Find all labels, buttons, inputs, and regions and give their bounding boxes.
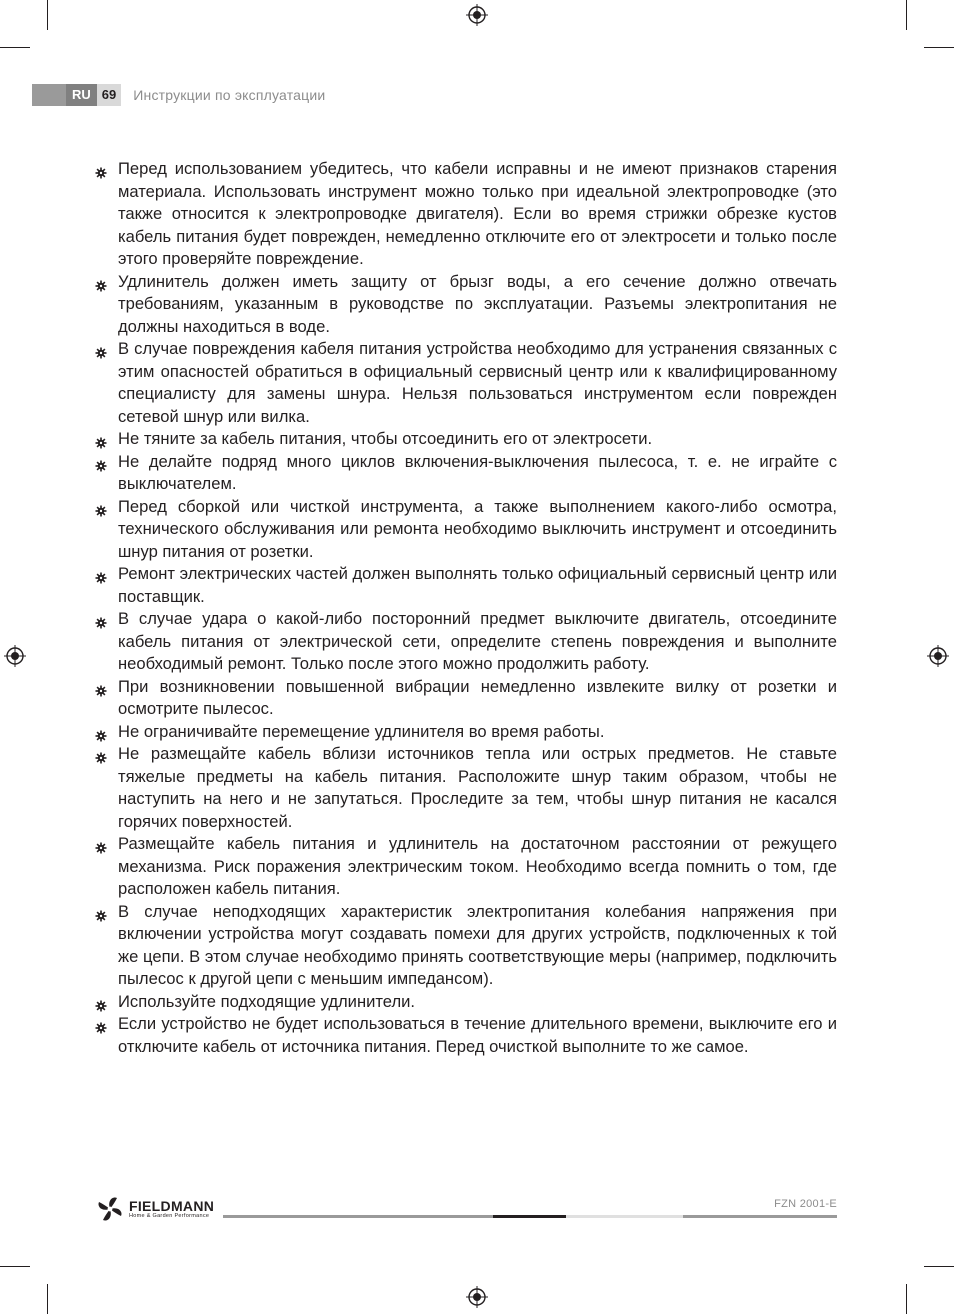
page-title: Инструкции по эксплуатации [133,87,326,103]
gear-bullet-icon [95,501,107,513]
language-badge: RU [66,84,97,106]
gear-bullet-icon [95,163,107,175]
crop-mark [47,0,48,30]
registration-mark-icon [4,645,26,667]
footer-rule [566,1215,683,1218]
gear-bullet-icon [95,343,107,355]
model-number: FZN 2001-E [774,1198,837,1210]
list-item [95,271,837,339]
brand-tagline: Home & Garden Performance [129,1212,210,1219]
list-item-text: Ремонт электрических частей должен выполнять только официальный сервисный центр или поставщик. [118,564,837,606]
registration-mark-icon [466,1286,488,1308]
list-item [95,338,837,428]
list-item [95,496,837,564]
gear-bullet-icon [95,748,107,760]
page-number: 69 [97,84,121,106]
safety-instructions [95,158,837,1058]
list-item [95,901,837,991]
list-item-text: В случае удара о какой-либо посторонний предмет выключите двигатель, отсоедините кабель питания от электрической сети, определите степень повреждения и выполните необходимый ремонт. Только после этого можно продолжить работу. [118,609,837,673]
list-item-text: При возникновении повышенной вибрации немедленно извлеките вилку от розетки и осмотрите пылесос. [118,676,837,718]
list-item-text: Не делайте подряд много циклов включения-выключения пылесоса, т. е. не играйте с выключателем. [118,451,837,493]
list-item-text: Не размещайте кабель вблизи источников тепла или острых предметов. Не ставьте тяжелые предметы на кабель питания. Расположите шнур таким образом, чтобы не наступить на него и не запутаться. Проследите за тем, чтобы шнур питания не касался горячих поверхностей. [118,744,837,831]
page-header [32,84,325,106]
list-item [95,451,837,496]
footer-rule [493,1215,566,1218]
list-item [95,1013,837,1058]
crop-mark [0,1266,30,1267]
gear-bullet-icon [95,568,107,580]
list-item-text: Удлинитель должен иметь защиту от брызг воды, а его сечение должно отвечать требованиям, указанным в руководстве по эксплуатации. Разъемы электропитания не должны находиться в воде. [118,271,837,336]
list-item [95,563,837,608]
crop-mark [924,47,954,48]
crop-mark [924,1266,954,1267]
list-item-text: Размещайте кабель питания и удлинитель на достаточном расстоянии от режущего механизма. Риск поражения электрическим током. Необходимо всегда помнить о том, где расположен кабель питания. [118,834,837,898]
gear-bullet-icon [95,456,107,468]
list-item-text: Не ограничивайте перемещение удлинителя во время работы. [118,721,605,741]
gear-bullet-icon [95,838,107,850]
list-item-text: Не тяните за кабель питания, чтобы отсоединить его от электросети. [118,429,653,448]
crop-mark [906,0,907,30]
brand-logo [95,1194,214,1224]
list-item [95,991,837,1014]
gear-bullet-icon [95,726,107,738]
footer-rule [223,1215,493,1218]
list-item [95,743,837,833]
list-item-text: Используйте подходящие удлинители. [118,991,416,1011]
gear-bullet-icon [95,681,107,693]
list-item [95,833,837,901]
registration-mark-icon [466,4,488,26]
list-item [95,428,837,451]
list-item-text: Если устройство не будет использоваться в течение длительного времени, выключите его и отключите кабель от источника питания. Перед очисткой выполните то же самое. [118,1014,837,1056]
list-item [95,158,837,271]
gear-bullet-icon [95,996,107,1008]
crop-mark [47,1284,48,1314]
list-item-text: Перед использованием убедитесь, что кабели исправны и не имеют признаков старения материала. Использовать инструмент можно только при идеальной электропроводке (это также относится к электропроводке двигателя). Если во время стрижки обрезке кустов кабель питания будет поврежден, немедленно отключите его от электросети и только после этого проверяйте повреждение. [118,159,837,268]
crop-mark [0,47,30,48]
brand-name: FIELDMANN [129,1197,215,1214]
gear-bullet-icon [95,276,107,288]
list-item-text: Перед сборкой или чисткой инструмента, а также выполнением какого-либо осмотра, технического обслуживания или ремонта необходимо выключить инструмент и отсоединить шнур питания от розетки. [118,496,837,561]
list-item [95,676,837,721]
footer-rule [683,1215,837,1218]
list-item-text: В случае повреждения кабеля питания устройства необходимо для устранения связанных с этим опасностей обратиться в официальный сервисный центр или к квалифицированному специалисту для замены шнура. Нельзя пользоваться инструментом если поврежден сетевой шнур или вилка. [118,339,837,426]
gear-bullet-icon [95,613,107,625]
gear-bullet-icon [95,433,107,445]
page-footer [95,1194,837,1228]
gear-bullet-icon [95,906,107,918]
header-bar [32,84,66,106]
fieldmann-fan-logo-icon [95,1194,125,1224]
registration-mark-icon [927,645,949,667]
list-item-text: В случае неподходящих характеристик электропитания колебания напряжения при включении устройства могут создавать помехи для других устройств, подключенных к той же цепи. В этом случае необходимо принять соответствующие меры (например, подключить пылесос к другой цепи с меньшим импедансом). [118,901,837,988]
bullet-list [95,158,837,1058]
list-item [95,608,837,676]
crop-mark [906,1284,907,1314]
list-item [95,721,837,744]
gear-bullet-icon [95,1018,107,1030]
